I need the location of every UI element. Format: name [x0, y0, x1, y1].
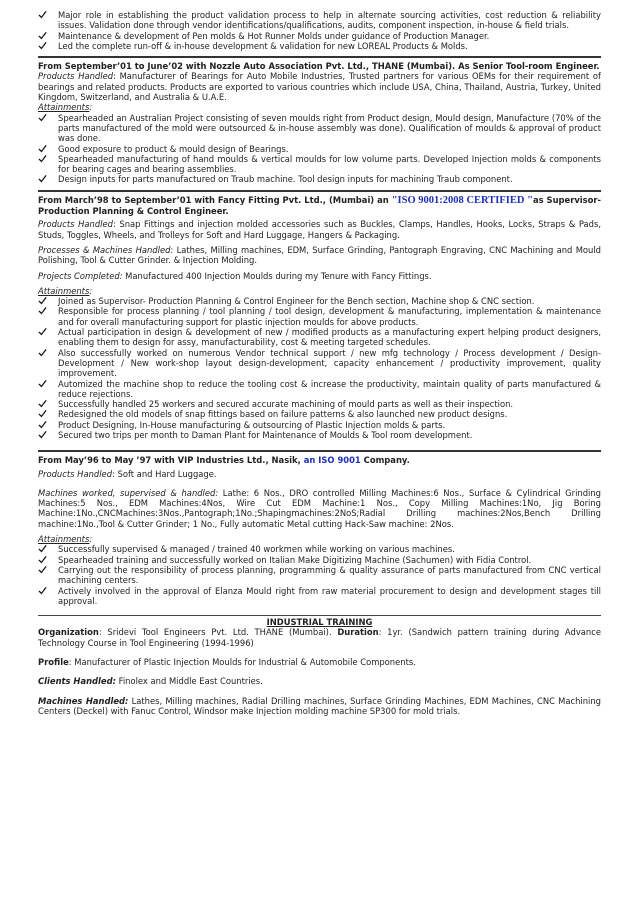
checkmark-icon: [38, 348, 50, 358]
bullet-item: [38, 399, 601, 409]
job-nozzle-auto: [38, 61, 601, 185]
checkmark-icon: [38, 41, 50, 51]
bullet-text: Led the complete run-off & in-house development & validation for new LOREAL Products & Molds.: [58, 40, 468, 51]
checkmark-icon: [38, 327, 50, 337]
checkmark-icon: [38, 31, 50, 41]
bullet-text: Successfully supervised & managed / trained 40 workmen while working on various machines.: [58, 544, 455, 555]
checkmark-icon: [38, 565, 50, 575]
attainments-label: Attainments:: [38, 534, 93, 545]
bullet-text: Spearheaded an Australian Project consisting of seven moulds right from Product design, Mould design, Manufacture (70% of the parts manufactured of the mold were outsourced & in-house assembly was done). Qualification of moulds & approval of product was done.: [58, 112, 601, 144]
bullet-item: [38, 10, 601, 31]
projects-completed: Projects Completed: Manufactured 400 Injection Moulds during my Tenure with Fancy Fittings.: [38, 270, 432, 281]
job-heading: From March’98 to September’01 with Fancy Fitting Pvt. Ltd., (Mumbai) an "ISO 9001:2008 CERTIFIED "as Supervisor- Production Planning & Control Engineer.: [38, 194, 602, 217]
bullet-text: Spearheaded training and successfully worked on Italian Make Digitizing Machine (Sachumen) with Fidia Control.: [58, 554, 532, 565]
training-machines: Machines Handled: Lathes, Milling machines, Radial Drilling machines, Surface Grinding Machines, EDM Machines, CNC Machining Centers (Deckel) with Fanuc Control, Windsor make Injection molding machine SP300 for mold trials.: [38, 695, 602, 716]
bullet-item: [38, 379, 601, 400]
job-fancy-fitting: [38, 195, 601, 441]
bullet-item: [38, 113, 601, 144]
attainment-list: [38, 544, 601, 606]
checkmark-icon: [38, 586, 50, 596]
bullet-text: Design inputs for parts manufactured on Traub machine. Tool design inputs for machining Traub component.: [58, 174, 513, 185]
bullet-text: Product Designing, In-House manufacturing & outsourcing of Plastic Injection molds & parts.: [58, 419, 446, 430]
products-handled: Products Handled: Manufacturer of Bearings for Auto Mobile Industries, Trusted partners for various OEMs for their requirement of bearings and related products. Products are exported to various countries which include USA, China, Thailand, Austria, Turkey, United Kingdom, Switzerland, and Australia & U.A.E.: [38, 71, 601, 103]
attainment-list: [38, 296, 601, 440]
attainments-label: Attainments:: [38, 285, 93, 296]
checkmark-icon: [38, 10, 50, 20]
machines-worked: Machines worked, supervised & handled: Lathe: 6 Nos., DRO controlled Milling Machines:6 Nos., Surface & Cylindrical Grinding Machines:5 Nos., EDM Machines:4Nos, Wire Cut EDM Machine:1 Nos., Copy Milling Machines:1No, Jig Boring Machine:1No.,CNCMachines:3Nos.,Pantograph;1No.;Shapingmachines:2NoS;Radial Drilling machines:2Nos,Bench Drilling machine:1No.,Tool & Cutter Grinder; 1 No., Fully automatic Metal cutting Hack-Saw machine: 2Nos.: [38, 487, 601, 529]
checkmark-icon: [38, 544, 50, 554]
bullet-item: [38, 306, 601, 327]
bullet-text: Redesigned the old models of snap fittings based on failure patterns & also launched new product designs.: [58, 409, 508, 420]
bullet-text: Successfully handled 25 workers and secured accurate machining of mould parts as well as their inspection.: [58, 399, 514, 410]
checkmark-icon: [38, 154, 50, 164]
bullet-item: [38, 174, 601, 184]
training-profile: Profile: Manufacturer of Plastic Injection Moulds for Industrial & Automobile Components.: [38, 657, 416, 668]
section-divider: [38, 450, 601, 452]
bullet-item: [38, 31, 601, 41]
iso-text: an ISO 9001: [303, 455, 361, 466]
section-divider: [38, 56, 601, 58]
products-handled: Products Handled: Snap Fittings and injection molded accessories such as Buckles, Clamps, Handles, Hooks, Locks, Straps & Pads, Studs, Toggles, Wheels, and Trolleys for Soft and Hard Luggage, Hangers & Packaging.: [38, 219, 601, 240]
section-title: INDUSTRIAL TRAINING: [266, 617, 373, 628]
bullet-item: [38, 430, 601, 440]
checkmark-icon: [38, 555, 50, 565]
checkmark-icon: [38, 399, 50, 409]
training-organization: Organization: Sridevi Tool Engineers Pvt. Ltd. THANE (Mumbai). Duration: 1yr. (Sandwich pattern training during Advance Technology Course in Tool Engineering (1994-1996): [38, 627, 601, 648]
attainments-label: Attainments:: [38, 102, 93, 113]
bullet-text: Good exposure to product & mould design of Bearings.: [58, 143, 289, 154]
bullet-text: Maintenance & development of Pen molds & Hot Runner Molds under guidance of Production Manager.: [58, 30, 490, 41]
checkmark-icon: [38, 379, 50, 389]
industrial-training: [38, 617, 601, 716]
bullet-text: Carrying out the responsibility of process planning, programming & quality assurance of parts manufactured from CNC vertical machining centers.: [58, 564, 601, 586]
job-heading: From May’96 to May ’97 with VIP Industries Ltd., Nasik, an ISO 9001 Company.: [38, 455, 410, 466]
bullet-item: [38, 327, 601, 348]
training-clients: Clients Handled: Finolex and Middle East Countries.: [38, 676, 263, 687]
checkmark-icon: [38, 306, 50, 316]
bullet-text: Spearheaded manufacturing of hand moulds & vertical moulds for low volume parts. Developed Injection molds & components for bearing cages and bearing assemblies.: [58, 153, 601, 175]
checkmark-icon: [38, 296, 50, 306]
processes-handled: Processes & Machines Handled: Lathes, Milling machines, EDM, Surface Grinding, Pantograph Engraving, CNC Machining and Mould Polishing, Tool & Cutter Grinder. & Injection Molding.: [38, 244, 601, 266]
bullet-item: [38, 409, 601, 419]
bullet-item: [38, 565, 601, 586]
bullet-text: Automized the machine shop to reduce the tooling cost & increase the productivity, maintain quality of parts manufactured & reduce rejections.: [58, 378, 601, 399]
checkmark-icon: [38, 144, 50, 154]
bullet-item: [38, 544, 601, 554]
products-handled: Products Handled: Soft and Hard Luggage.: [38, 468, 217, 479]
section-divider: [38, 190, 601, 192]
job-vip-industries: [38, 455, 601, 606]
checkmark-icon: [38, 174, 50, 184]
bullet-item: [38, 144, 601, 154]
bullet-text: Also successfully worked on numerous Vendor technical support / new mfg technology / Process development / Design-Development / New work-shop layout design-development, capacity enhancement / productivity improvement, quality improvement.: [58, 347, 601, 379]
checkmark-icon: [38, 409, 50, 419]
bullet-item: [38, 555, 601, 565]
section-divider: [38, 615, 601, 616]
checkmark-icon: [38, 113, 50, 123]
bullet-item: [38, 586, 601, 607]
attainment-list: [38, 113, 601, 185]
bullet-item: [38, 348, 601, 379]
bullet-text: Major role in establishing the product validation process to help in alternate sourcing activities, cost reduction & reliability issues. Validation done through vendor identifications/qualifications, audits, component inspection, in-house & field trials.: [58, 10, 601, 31]
bullet-text: Responsible for process planning / tool planning / tool design, development & manufacturing, implementation & maintenance and for overall manufacturing support for plastic injection moulds for above products.: [58, 306, 601, 327]
iso-certified-text: "ISO 9001:2008 CERTIFIED ": [391, 194, 533, 206]
checkmark-icon: [38, 430, 50, 440]
bullet-text: Secured two trips per month to Daman Plant for Maintenance of Moulds & Tool room development.: [58, 429, 473, 440]
bullet-item: [38, 296, 601, 306]
bullet-item: [38, 41, 601, 51]
bullet-item: [38, 154, 601, 175]
bullet-item: [38, 420, 601, 430]
job-heading: From September’01 to June’02 with Nozzle Auto Association Pvt. Ltd., THANE (Mumbai). As Senior Tool-room Engineer.: [38, 61, 600, 72]
resume-page: [38, 10, 601, 716]
top-bullet-list: [38, 10, 601, 51]
bullet-text: Actual participation in design & development of new / modified products as a manufacturing expert helping product designers, enabling them to design for assy, manufacturability, cost & meeting targeted schedules.: [58, 327, 601, 348]
bullet-text: Joined as Supervisor- Production Planning & Control Engineer for the Bench section, Machine shop & CNC section.: [58, 296, 535, 307]
bullet-text: Actively involved in the approval of Elanza Mould right from raw material procurement to design and development stages till approval.: [58, 585, 601, 606]
checkmark-icon: [38, 420, 50, 430]
